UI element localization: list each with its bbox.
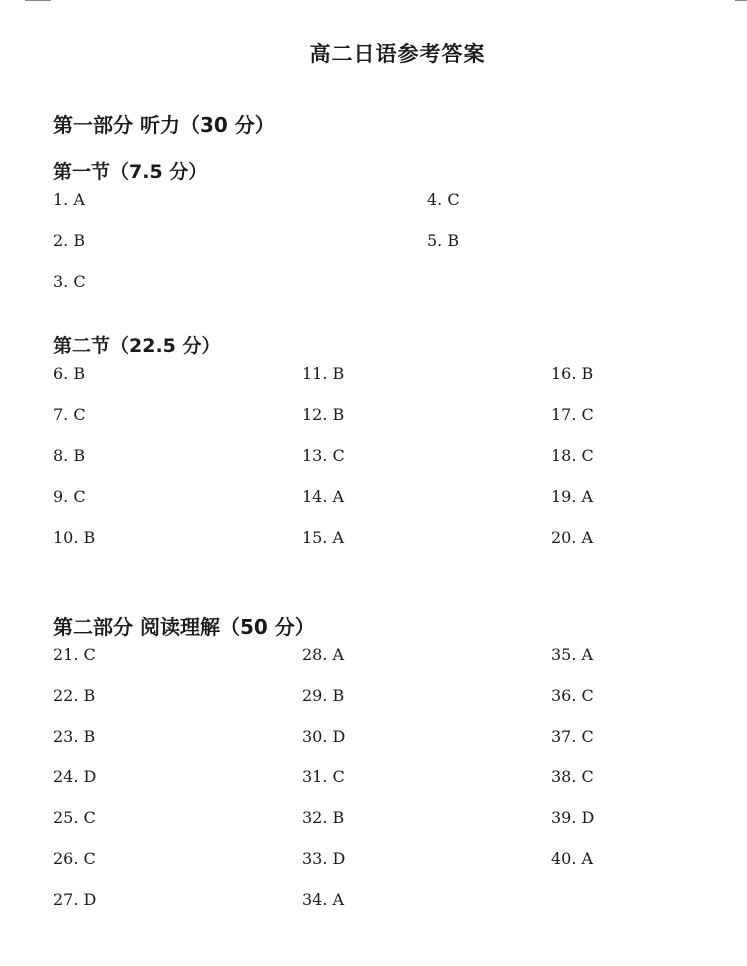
answer-item: 2. B [53,231,86,250]
answer-item: 33. D [302,849,346,868]
answer-item: 32. B [302,808,345,828]
answer-item: 3. C [53,272,86,291]
answer-item: 31. C [302,767,345,787]
answer-item: 19. A [551,487,594,506]
document-title: 高二日语参考答案 [309,42,486,66]
answer-item: 23. B [53,726,96,746]
answer-item: 37. C [551,726,594,746]
answer-item: 12. B [302,405,345,424]
answer-item: 26. C [53,849,96,868]
answer-item: 7. C [53,405,86,424]
answer-item: 24. D [53,767,97,787]
corner-mark-left [25,0,51,1]
answer-item: 38. C [551,767,594,787]
answer-item: 20. A [551,528,594,547]
answer-item: 34. A [302,889,345,909]
answer-item: 9. C [53,487,86,506]
answer-item: 15. A [302,528,345,547]
part1-section2-heading: 第二节（22.5 分） [53,335,221,357]
answer-item: 28. A [302,645,345,664]
answer-item: 5. B [427,231,460,250]
answer-item: 27. D [53,889,97,909]
answer-item: 39. D [551,808,595,828]
answer-item: 8. B [53,446,86,465]
answer-item: 17. C [551,405,594,424]
answer-item: 30. D [302,726,346,746]
answer-item: 16. B [551,364,594,383]
answer-item: 25. C [53,808,96,828]
answer-item: 21. C [53,645,96,664]
answer-item: 35. A [551,645,594,664]
answer-item: 29. B [302,685,345,705]
answer-item: 40. A [551,849,594,868]
answer-item: 13. C [302,446,345,465]
part1-heading: 第一部分 听力（30 分） [53,113,275,137]
answer-item: 11. B [302,364,345,383]
answer-item: 1. A [53,190,85,209]
part2-heading: 第二部分 阅读理解（50 分） [53,615,315,639]
corner-mark-right [735,0,747,1]
answer-item: 4. C [427,190,460,209]
answer-item: 14. A [302,487,345,506]
answer-item: 6. B [53,364,86,383]
answer-item: 18. C [551,446,594,465]
answer-item: 22. B [53,685,96,705]
part1-section1-heading: 第一节（7.5 分） [53,161,208,183]
answer-item: 36. C [551,685,594,705]
answer-item: 10. B [53,528,96,547]
